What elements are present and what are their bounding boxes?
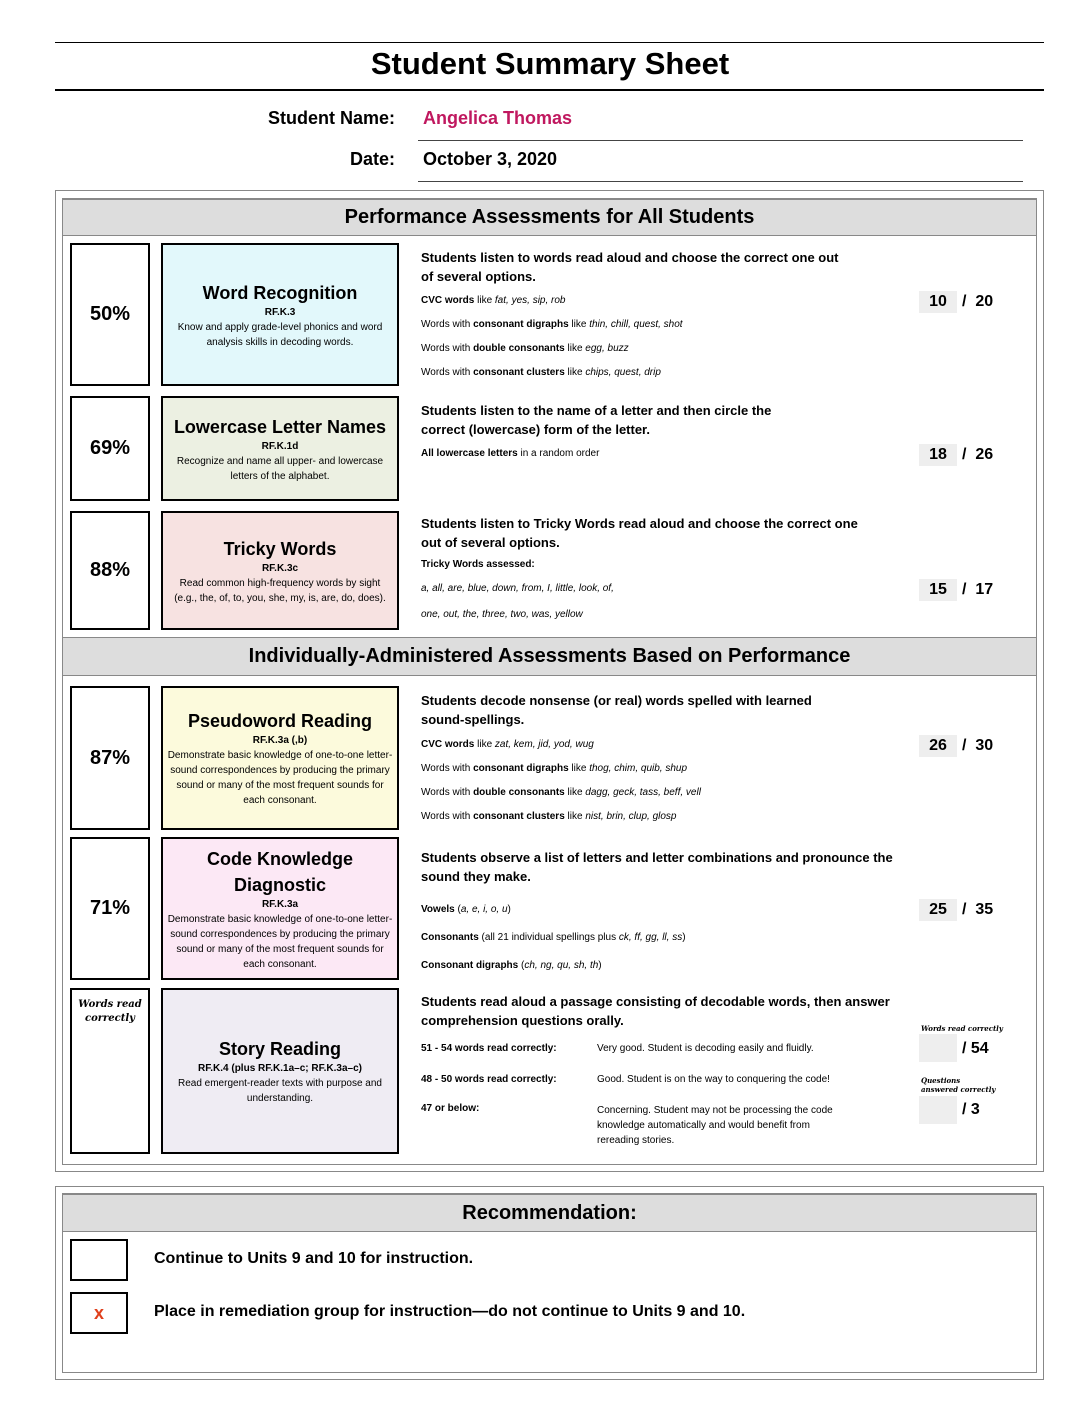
score-percent: 71%	[70, 837, 150, 980]
standard-description: Demonstrate basic knowledge of one-to-one letter-sound correspondences by producing the primary sound or many of the most frequent sounds for each consonant.	[167, 750, 393, 806]
level-key: 47 or below:	[421, 1103, 480, 1114]
score-field[interactable]: 10	[919, 291, 957, 313]
standard-code: RF.K.3c	[261, 562, 299, 574]
student-name-value: Angelica Thomas	[423, 108, 573, 128]
detail-line: CVC words like zat, kem, jid, yod, wug	[421, 739, 594, 750]
standard-code: RF.K.3a	[261, 898, 299, 910]
score-field[interactable]: 15	[919, 579, 957, 601]
words-total: / 54	[962, 1040, 989, 1057]
section2-title: Individually-Administered Assessments Based on Performance	[63, 637, 1036, 676]
standard-description: Demonstrate basic knowledge of one-to-one letter-sound correspondences by producing the primary sound or many of the most frequent sounds for each consonant.	[167, 913, 393, 970]
top-rule	[55, 42, 1044, 43]
detail-line: Words with double consonants like dagg, geck, tass, beff, vell	[421, 787, 701, 798]
questions-field[interactable]	[919, 1096, 957, 1124]
remediation-option-text: Place in remediation group for instruction—do not continue to Units 9 and 10.	[154, 1303, 746, 1320]
detail-line: one, out, the, three, two, was, yellow	[421, 609, 583, 620]
detail-line: CVC words like fat, yes, sip, rob	[421, 295, 566, 306]
assessment-instructions: Students decode nonsense (or real) words spelled with learned sound-spellings.	[421, 693, 812, 727]
assessment-instructions: Students listen to words read aloud and choose the correct one out of several options.	[421, 250, 839, 284]
date-underline	[418, 181, 1023, 182]
level-value: Concerning. Student may not be processing the code knowledge automatically and would benefit from rereading stories.	[597, 1105, 833, 1146]
detail-line: Words with consonant digraphs like thin, chill, quest, shot	[421, 319, 683, 330]
score-percent: 88%	[70, 511, 150, 630]
date-label: Date:	[349, 149, 395, 169]
assessment-name: Lowercase Letter Names	[173, 416, 387, 437]
assessment-card	[161, 396, 399, 501]
level-value: Very good. Student is decoding easily and fluidly.	[597, 1043, 814, 1054]
questions-total: / 3	[962, 1101, 980, 1118]
standard-code: RF.K.3	[264, 306, 296, 318]
detail-line: a, all, are, blue, down, from, I, little, look, of,	[421, 583, 614, 594]
standard-code: RF.K.3a (,b)	[252, 735, 308, 746]
standard-description: Know and apply grade-level phonics and word analysis skills in decoding words.	[177, 321, 383, 348]
assessment-card	[161, 686, 399, 830]
assessment-name: Code Knowledge Diagnostic	[206, 848, 353, 895]
score-total: / 26	[962, 446, 994, 463]
assessment-card	[161, 988, 399, 1154]
assessment-instructions: Students listen to Tricky Words read aloud and choose the correct one out of several options.	[421, 516, 858, 550]
standard-description: Recognize and name all upper- and lowercase letters of the alphabet.	[176, 455, 384, 482]
level-key: 48 - 50 words read correctly:	[421, 1074, 557, 1085]
assessment-card	[161, 837, 399, 980]
score-total: / 17	[962, 581, 994, 598]
name-underline	[418, 140, 1023, 141]
words-read-label: Words read correctly	[921, 1024, 1003, 1033]
assessment-instructions: Students listen to the name of a letter and then circle the correct (lowercase) form of the letter.	[421, 403, 772, 437]
standard-description: Read common high-frequency words by sight (e.g., the, of, to, you, she, my, is, are, do, does).	[174, 577, 386, 604]
student-name-label: Student Name:	[267, 108, 395, 128]
assessment-name: Tricky Words	[223, 538, 337, 559]
continue-checkbox[interactable]	[70, 1239, 128, 1281]
score-field[interactable]: 25	[919, 899, 957, 921]
detail-line: Vowels (a, e, i, o, u)	[421, 904, 511, 915]
standard-code: RF.K.1d	[261, 440, 299, 452]
words-read-field[interactable]	[919, 1034, 957, 1062]
detail-line: Words with consonant clusters like nist, brin, clup, glosp	[421, 811, 677, 822]
standard-code: RF.K.4 (plus RF.K.1a–c; RF.K.3a–c)	[198, 1063, 362, 1074]
detail-line: Consonant digraphs (ch, ng, qu, sh, th)	[421, 960, 602, 971]
score-percent: 69%	[70, 396, 150, 501]
level-value: Good. Student is on the way to conquering the code!	[597, 1074, 830, 1085]
score-total: / 30	[962, 737, 994, 754]
level-key: 51 - 54 words read correctly:	[421, 1043, 557, 1054]
assessment-card	[161, 511, 399, 630]
questions-label: Questions answered correctly	[921, 1076, 996, 1094]
detail-line: Words with consonant clusters like chips, quest, drip	[421, 367, 661, 378]
score-total: / 35	[962, 901, 994, 918]
title-rule	[55, 89, 1044, 91]
standard-description: Read emergent-reader texts with purpose and understanding.	[177, 1078, 382, 1104]
words-read-cell	[70, 988, 150, 1154]
assessment-card	[161, 243, 399, 386]
date-value: October 3, 2020	[423, 149, 558, 169]
assessment-name: Pseudoword Reading	[187, 711, 373, 731]
section1-title: Performance Assessments for All Students	[63, 199, 1036, 236]
detail-line: Tricky Words assessed:	[421, 559, 535, 570]
score-percent: 87%	[70, 686, 150, 830]
remediation-checkbox[interactable]: x	[70, 1292, 128, 1334]
score-field[interactable]: 18	[919, 444, 957, 466]
score-percent: 50%	[70, 243, 150, 386]
detail-line: Words with consonant digraphs like thog, chim, quib, shup	[421, 763, 688, 774]
score-total: / 20	[962, 293, 994, 310]
recommendation-title: Recommendation:	[63, 1194, 1036, 1232]
assessment-name: Story Reading	[218, 1039, 342, 1059]
assessment-instructions: Students read aloud a passage consisting of decodable words, then answer comprehension questions orally.	[421, 994, 890, 1028]
words-read-note: Words read correctly	[78, 999, 142, 1024]
detail-line: All lowercase letters in a random order	[421, 448, 600, 459]
continue-option-text: Continue to Units 9 and 10 for instruction.	[154, 1250, 474, 1267]
detail-line: Words with double consonants like egg, buzz	[421, 343, 629, 354]
assessment-instructions: Students observe a list of letters and letter combinations and pronounce the sound they make.	[421, 850, 893, 884]
page-title: Student Summary Sheet	[370, 46, 730, 81]
assessment-name: Word Recognition	[202, 282, 358, 303]
score-field[interactable]: 26	[919, 735, 957, 757]
detail-line: Consonants (all 21 individual spellings plus ck, ff, gg, ll, ss)	[421, 932, 686, 943]
